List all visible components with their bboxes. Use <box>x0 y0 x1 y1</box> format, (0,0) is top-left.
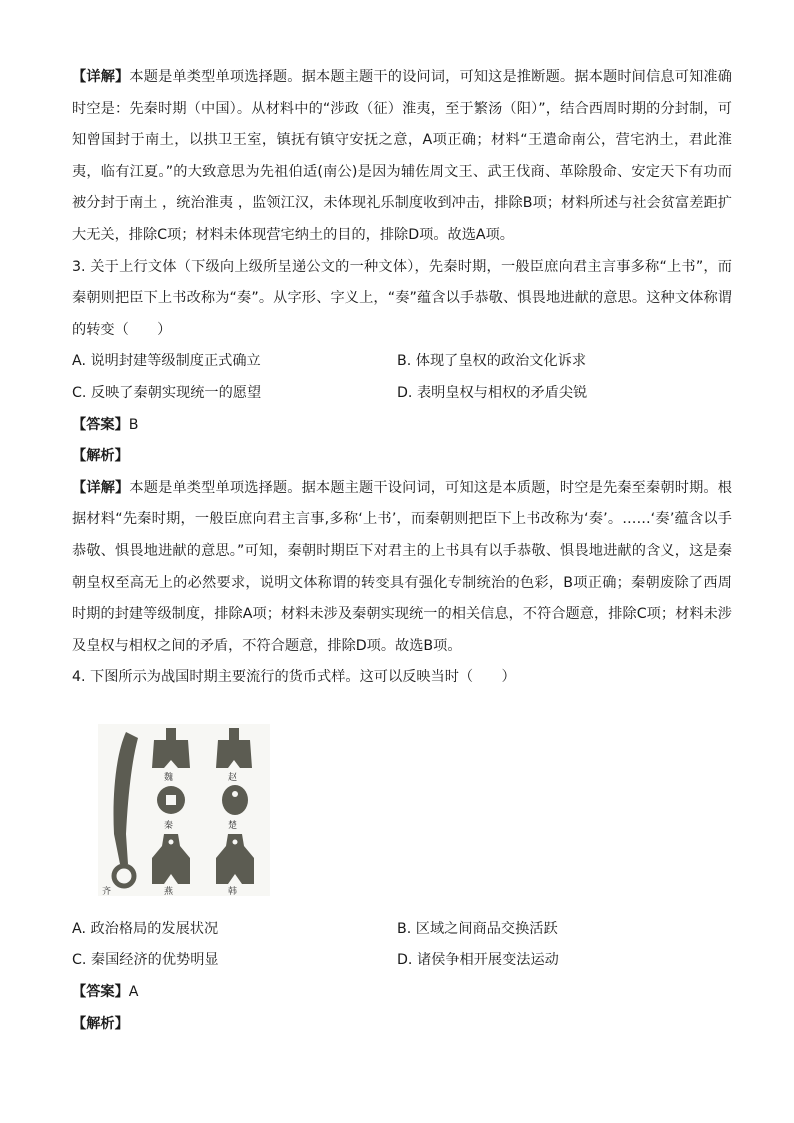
q3-option-c[interactable]: C. 反映了秦朝实现统一的愿望 <box>72 384 262 401</box>
q2-detail-paragraph <box>72 62 732 252</box>
detail-text: 本题是单类型单项选择题。据本题主题干的设问词，可知这是推断题。据本题时间信息可知准确时空是：先秦时期（中国）。从材料中的“涉政（征）淮夷，至于繁汤（阳）”，结合西周时期的分封制，可知曾国封于南土，以拱卫王室，镇抚有镇守安抚之意，A项正确；材料“王遣命南公，营宅汭土，君此淮夷，临有江夏。”的大致意思为先祖伯适(南公)是因为辅佐周文王、武王伐商、革除殷命、安定天下有功而被分封于南土 ，统治淮夷 ，监领江汉，未体现礼乐制度收到冲击，排除B项；材料所述与社会贫富差距扩大无关，排除C项；材料未体现营宅纳土的目的，排除D项。故选A项。 <box>72 69 732 243</box>
label-qin: 秦 <box>164 820 174 831</box>
q4-option-a[interactable]: A. 政治格局的发展状况 <box>72 920 219 937</box>
answer-tag: 【答案】 <box>72 984 129 1001</box>
label-wei: 魏 <box>164 772 174 783</box>
detail-tag: 【详解】 <box>72 69 130 85</box>
q3-detail-paragraph <box>72 473 732 663</box>
chu-antnose-coin <box>222 785 248 815</box>
warring-states-coins-figure <box>98 724 270 896</box>
q3-analysis-tag: 【解析】 <box>72 448 129 465</box>
q3-answer <box>72 410 732 442</box>
detail-text: 本题是单类型单项选择题。据本题主题干设问词，可知这是本质题，时空是先秦至秦朝时期。根据材料“先秦时期，一般臣庶向君主言事,多称‘上书’，而秦朝则把臣下上书改称为‘奏’。……‘奏’蕴含以手恭敬、惧畏地进献的意思。”可知，秦朝时期臣下对君主的上书具有以手恭敬、惧畏地进献的含义，这是秦朝皇权至高无上的必然要求，说明文体称谓的转变具有强化专制统治的色彩，B项正确；秦朝废除了西周时期的封建等级制度，排除A项；材料未涉及秦朝实现统一的相关信息，不符合题意，排除C项；材料未涉及皇权与相权之间的矛盾，不符合题意，排除D项。故选B项。 <box>72 479 732 654</box>
label-han: 韩 <box>228 886 238 896</box>
label-qi: 齐 <box>102 886 112 896</box>
q4-option-d[interactable]: D. 诸侯争相开展变法运动 <box>397 952 559 969</box>
qin-round-coin <box>157 786 185 814</box>
answer-tag: 【答案】 <box>72 416 129 433</box>
label-chu: 楚 <box>228 820 238 831</box>
coins-illustration <box>98 724 270 896</box>
question-4-stem: 4. 下图所示为战国时期主要流行的货币式样。这可以反映当时（ ） <box>72 669 516 686</box>
question-3-stem: 3. 关于上行文体（下级向上级所呈递公文的一种文体），先秦时期，一般臣庶向君主言事多称“上书”，而秦朝则把臣下上书改称为“奏”。从字形、字义上，“奏”蕴含以手恭敬、惧畏地进献的意思。这种文体称谓的转变（ ） <box>72 258 732 338</box>
q3-option-d[interactable]: D. 表明皇权与相权的矛盾尖锐 <box>397 384 588 401</box>
question-3-options <box>72 346 732 409</box>
q4-option-b[interactable]: B. 区域之间商品交换活跃 <box>397 920 558 937</box>
answer-value: A <box>128 984 139 1001</box>
q3-option-a[interactable]: A. 说明封建等级制度正式确立 <box>72 353 261 370</box>
question-4-options <box>72 914 732 977</box>
q4-analysis-tag: 【解析】 <box>72 1015 129 1032</box>
detail-tag: 【详解】 <box>72 479 130 496</box>
document-page <box>72 62 732 1040</box>
answer-value: B <box>128 416 139 433</box>
label-zhao: 赵 <box>228 772 238 783</box>
q4-option-c[interactable]: C. 秦国经济的优势明显 <box>72 952 219 969</box>
q3-option-b[interactable]: B. 体现了皇权的政治文化诉求 <box>397 353 587 370</box>
label-yan: 燕 <box>164 886 174 896</box>
q4-answer <box>72 977 732 1009</box>
